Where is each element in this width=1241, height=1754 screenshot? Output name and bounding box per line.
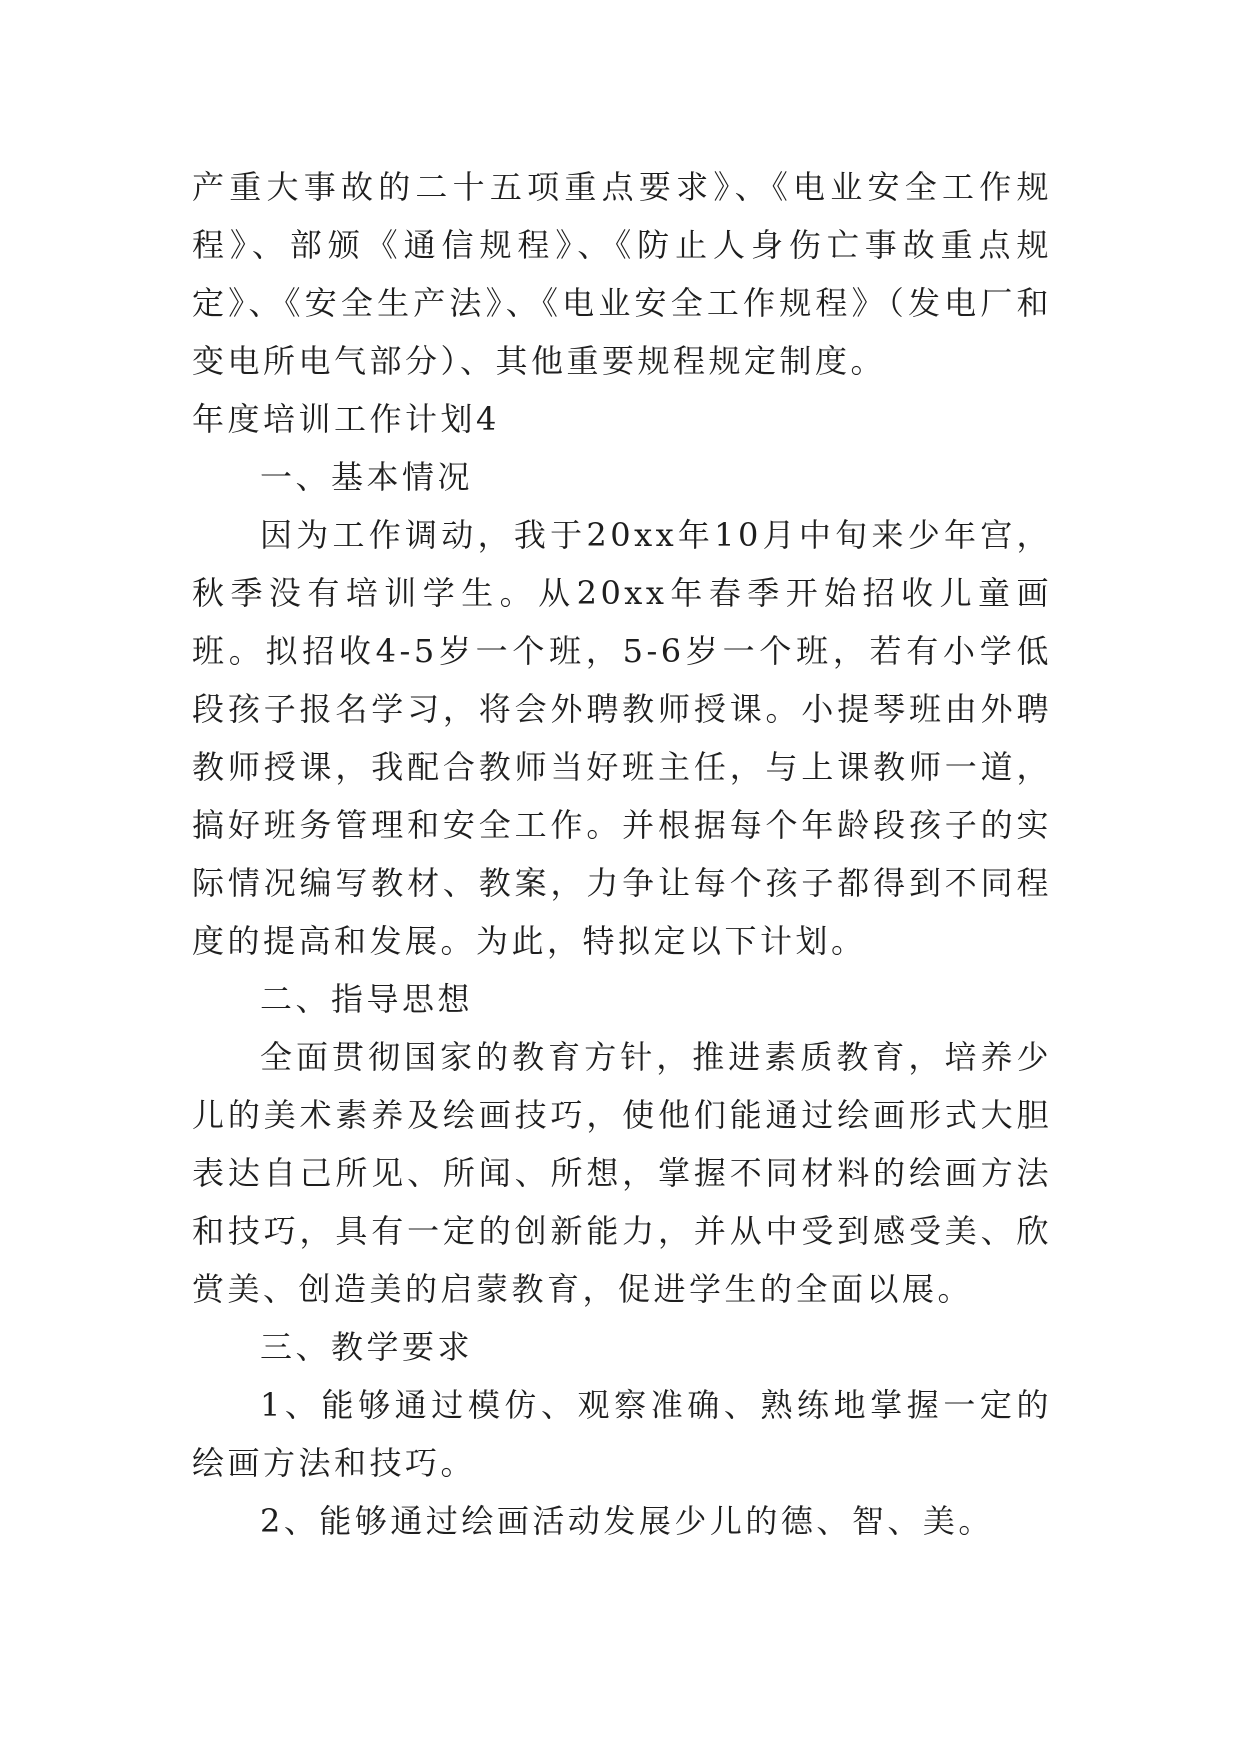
paragraph-guiding-ideology: 全面贯彻国家的教育方针，推进素质教育，培养少儿的美术素养及绘画技巧，使他们能通过绘画形式大胆表达自己所见、所闻、所想，掌握不同材料的绘画方法和技巧，具有一定的创新能力，并从中受到感受美、欣赏美、创造美的启蒙教育，促进学生的全面以展。 bbox=[192, 1038, 1052, 1308]
paragraph-continuation: 产重大事故的二十五项重点要求》、《电业安全工作规程》、部颁《通信规程》、《防止人身伤亡事故重点规定》、《安全生产法》、《电业安全工作规程》（发电厂和变电所电气部分）、其他重要规程规定制度。 bbox=[192, 168, 1052, 380]
heading-guiding-ideology: 二、指导思想 bbox=[260, 980, 474, 1018]
heading-teaching-requirements: 三、教学要求 bbox=[260, 1328, 474, 1366]
list-item-requirement-2: 2、能够通过绘画活动发展少儿的德、智、美。 bbox=[260, 1502, 994, 1540]
section-title: 年度培训工作计划4 bbox=[192, 400, 500, 438]
paragraph-basic-situation: 因为工作调动，我于20xx年10月中旬来少年宫，秋季没有培训学生。从20xx年春季开始招收儿童画班。拟招收4-5岁一个班，5-6岁一个班，若有小学低段孩子报名学习，将会外聘教师授课。小提琴班由外聘教师授课，我配合教师当好班主任，与上课教师一道，搞好班务管理和安全工作。并根据每个年龄段孩子的实际情况编写教材、教案，力争让每个孩子都得到不同程度的提高和发展。为此，特拟定以下计划。 bbox=[192, 516, 1052, 960]
document-body bbox=[192, 158, 1052, 1550]
heading-basic-situation: 一、基本情况 bbox=[260, 458, 474, 496]
list-item-requirement-1: 1、能够通过模仿、观察准确、熟练地掌握一定的绘画方法和技巧。 bbox=[192, 1386, 1052, 1482]
